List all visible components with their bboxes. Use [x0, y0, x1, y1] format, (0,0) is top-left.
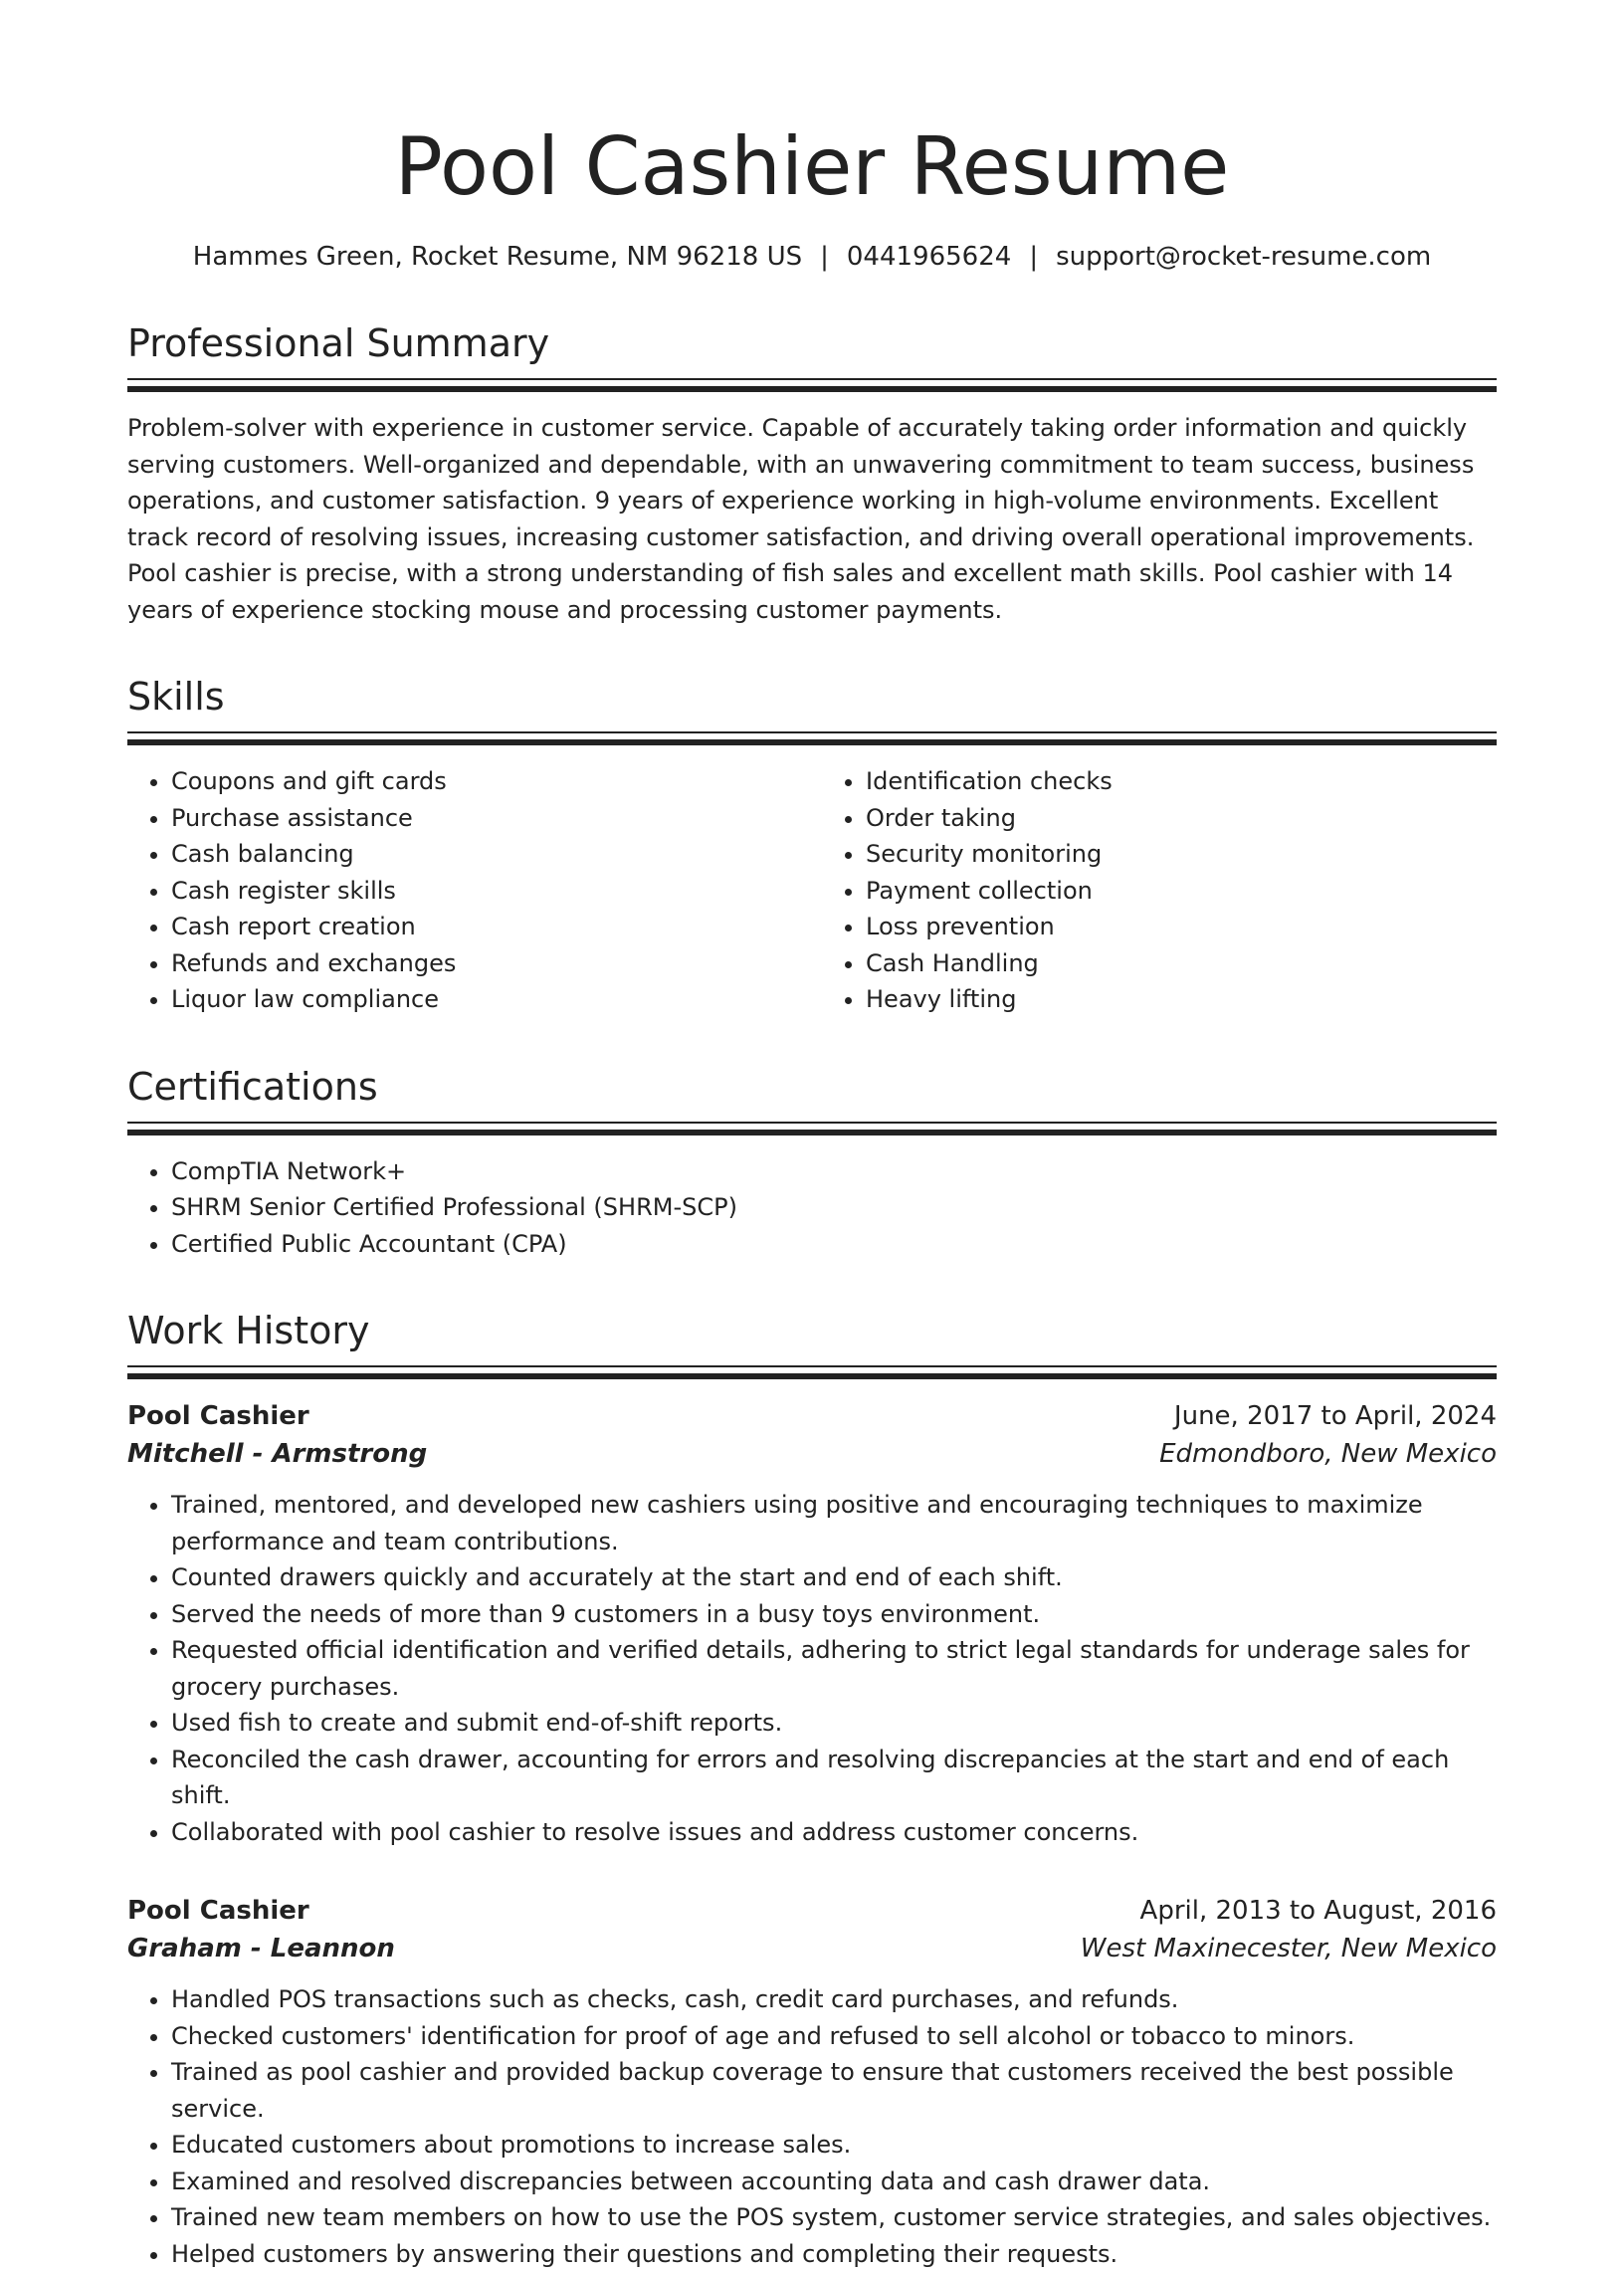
resume-title: Pool Cashier Resume — [127, 119, 1497, 215]
skill-item: • Order taking — [866, 800, 1497, 837]
skills-heading: Skills — [127, 674, 1497, 720]
work-history-heading: Work History — [127, 1308, 1497, 1353]
job-subheader — [127, 1435, 1497, 1473]
job-company: Mitchell - Armstrong — [127, 1435, 427, 1473]
job-duty: • Used fish to create and submit end-of-shift reports. — [171, 1705, 1497, 1742]
job-duty: • Checked customers' identification for proof of age and refused to sell alcohol or tobacco to minors. — [171, 2018, 1497, 2055]
job-duty: • Reconciled the cash drawer, accounting for errors and resolving discrepancies at the start and end of each shift. — [171, 1742, 1497, 1814]
skill-item: • Purchase assistance — [171, 800, 802, 837]
job-duty: • Examined and resolved discrepancies between accounting data and cash drawer data. — [171, 2164, 1497, 2200]
section-divider — [127, 378, 1497, 392]
contact-phone: 0441965624 — [847, 242, 1011, 272]
job-subheader — [127, 1930, 1497, 1967]
skills-section — [127, 674, 1497, 1018]
job-duties-list — [127, 1981, 1497, 2272]
skills-list-left — [127, 763, 802, 1018]
certification-item: • Certified Public Accountant (CPA) — [171, 1226, 1497, 1263]
job-dates: April, 2013 to August, 2016 — [1140, 1892, 1497, 1930]
job-duty: • Counted drawers quickly and accurately at the start and end of each shift. — [171, 1559, 1497, 1596]
job-title: Pool Cashier — [127, 1892, 309, 1930]
section-divider — [127, 731, 1497, 745]
section-divider — [127, 1365, 1497, 1379]
job-duty: • Trained new team members on how to use the POS system, customer service strategies, and sales objectives. — [171, 2199, 1497, 2236]
job-duty: • Handled POS transactions such as checks, cash, credit card purchases, and refunds. — [171, 1981, 1497, 2018]
skill-item: • Security monitoring — [866, 836, 1497, 873]
section-divider — [127, 1122, 1497, 1136]
summary-section — [127, 320, 1497, 628]
job-entry — [127, 1397, 1497, 1850]
job-company: Graham - Leannon — [127, 1930, 395, 1967]
job-dates: June, 2017 to April, 2024 — [1174, 1397, 1497, 1435]
skill-item: • Loss prevention — [866, 909, 1497, 945]
skill-item: • Heavy lifting — [866, 981, 1497, 1018]
job-title: Pool Cashier — [127, 1397, 309, 1435]
work-history-section — [127, 1308, 1497, 2272]
skill-item: • Payment collection — [866, 873, 1497, 910]
job-duty: • Trained as pool cashier and provided backup coverage to ensure that customers received the best possible service. — [171, 2054, 1497, 2127]
job-duty: • Educated customers about promotions to increase sales. — [171, 2127, 1497, 2164]
skills-list-right — [822, 763, 1497, 1018]
skill-item: • Identification checks — [866, 763, 1497, 800]
contact-email: support@rocket-resume.com — [1056, 242, 1431, 272]
skill-item: • Cash register skills — [171, 873, 802, 910]
certifications-list — [127, 1153, 1497, 1263]
skill-item: • Liquor law compliance — [171, 981, 802, 1018]
skill-item: • Cash balancing — [171, 836, 802, 873]
skills-grid — [127, 763, 1497, 1018]
job-header — [127, 1397, 1497, 1435]
job-location: West Maxinecester, New Mexico — [1081, 1930, 1497, 1967]
contact-line — [127, 239, 1497, 275]
skill-item: • Coupons and gift cards — [171, 763, 802, 800]
contact-address: Hammes Green, Rocket Resume, NM 96218 US — [193, 242, 802, 272]
job-duty: • Helped customers by answering their questions and completing their requests. — [171, 2236, 1497, 2272]
skill-item: • Cash report creation — [171, 909, 802, 945]
skill-item: • Cash Handling — [866, 945, 1497, 982]
contact-separator: | — [802, 242, 847, 272]
certifications-heading: Certifications — [127, 1064, 1497, 1110]
job-duty: • Requested official identification and verified details, adhering to strict legal standards for underage sales for grocery purchases. — [171, 1632, 1497, 1705]
job-duty: • Collaborated with pool cashier to resolve issues and address customer concerns. — [171, 1814, 1497, 1851]
certification-item: • SHRM Senior Certified Professional (SHRM-SCP) — [171, 1189, 1497, 1226]
certification-item: • CompTIA Network+ — [171, 1153, 1497, 1190]
certifications-section — [127, 1064, 1497, 1263]
job-duties-list — [127, 1487, 1497, 1850]
job-header — [127, 1892, 1497, 1930]
job-entry — [127, 1892, 1497, 2272]
skill-item: • Refunds and exchanges — [171, 945, 802, 982]
job-duty: • Trained, mentored, and developed new cashiers using positive and encouraging techniques to maximize performance and team contributions. — [171, 1487, 1497, 1559]
job-location: Edmondboro, New Mexico — [1159, 1435, 1497, 1473]
job-duty: • Served the needs of more than 9 customers in a busy toys environment. — [171, 1596, 1497, 1633]
contact-separator: | — [1011, 242, 1056, 272]
summary-heading: Professional Summary — [127, 320, 1497, 366]
summary-text: Problem-solver with experience in customer service. Capable of accurately taking order information and quickly serving customers. Well-organized and dependable, with an unwavering commitment to team success, business operations, and customer satisfaction. 9 years of experience working in high-volume environments. Excellent track record of resolving issues, increasing customer satisfaction, and driving overall operational improvements. Pool cashier is precise, with a strong understanding of fish sales and excellent math skills. Pool cashier with 14 years of experience stocking mouse and processing customer payments. — [127, 410, 1497, 628]
